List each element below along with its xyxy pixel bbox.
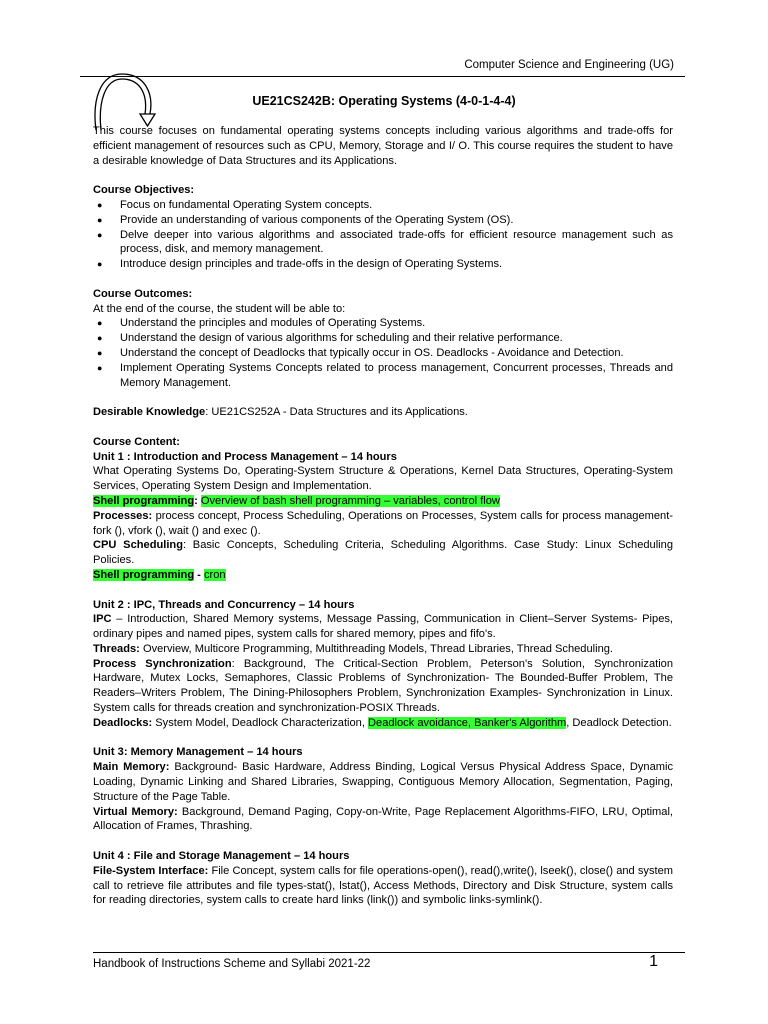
file-system-text: File Concept, system calls for file operations-open(), read(),write(), lseek(), close() and system call to retrieve file attributes and file types-stat(), lstat(), Access Methods, Directory and Disk Structure, system calls for reading directories, system calls to create hard links (link()) and symbolic links-symlink(). <box>93 864 673 907</box>
list-item: ● Provide an understanding of various components of the Operating System (OS). <box>93 213 673 228</box>
processes-label: Processes: <box>93 509 153 522</box>
unit1-cpu <box>93 538 673 568</box>
unit4-title: Unit 4 : File and Storage Management – 14 hours <box>93 850 350 863</box>
virtual-memory-text: Background, Demand Paging, Copy-on-Write, Page Replacement Algorithms-FIFO, LRU, Optimal, Allocation of Frames, Thrashing. <box>93 805 673 833</box>
list-item: ● Introduce design principles and trade-offs in the design of Operating Systems. <box>93 257 673 272</box>
list-item: ● Understand the principles and modules of Operating Systems. <box>93 316 673 331</box>
syllabus-body <box>93 124 673 908</box>
unit1-processes <box>93 509 673 539</box>
shell-label: Shell programming <box>93 494 195 507</box>
unit1-shell1 <box>93 494 673 509</box>
desirable-knowledge <box>93 405 673 420</box>
ipc-label: IPC <box>93 613 112 626</box>
unit3-main-memory <box>93 760 673 804</box>
unit2-sync <box>93 657 673 716</box>
list-item: ● Understand the design of various algorithms for scheduling and their relative performance. <box>93 331 673 346</box>
course-title: UE21CS242B: Operating Systems (4-0-1-4-4) <box>252 94 516 108</box>
course-intro: This course focuses on fundamental operating systems concepts including various algorithms and trade-offs for efficient management of resources such as CPU, Memory, Storage and I/ O. This course requires the student to have a desirable knowledge of Data Structures and its Applications. <box>93 125 673 167</box>
main-memory-label: Main Memory: <box>93 761 170 774</box>
cpu-label: CPU Scheduling <box>93 539 183 552</box>
unit4-file-system <box>93 864 673 908</box>
list-item: ● Understand the concept of Deadlocks that typically occur in OS. Deadlocks - Avoidance and Detection. <box>93 346 673 361</box>
unit3-title: Unit 3: Memory Management – 14 hours <box>93 746 303 759</box>
deadlocks-label: Deadlocks: <box>93 716 153 729</box>
objectives-list <box>93 198 673 272</box>
ipc-text: – Introduction, Shared Memory systems, Message Passing, Communication in Client–Server Systems- Pipes, ordinary pipes and named pipes, system calls for shared memory, pipes and fifo's. <box>93 613 673 641</box>
list-item: ● Implement Operating Systems Concepts related to process management, Concurrent processes, Threads and Memory Management. <box>93 361 673 391</box>
unit1-title: Unit 1 : Introduction and Process Management – 14 hours <box>93 450 397 463</box>
unit1-shell2 <box>93 568 673 583</box>
list-item: ● Delve deeper into various algorithms and associated trade-offs for efficient resource management such as process, disk, and memory management. <box>93 228 673 258</box>
shell-label: Shell programming <box>93 568 195 581</box>
page-header: Computer Science and Engineering (UG) <box>464 59 674 71</box>
content-heading: Course Content: <box>93 435 180 448</box>
unit2-deadlocks <box>93 716 673 731</box>
unit2-title: Unit 2 : IPC, Threads and Concurrency – 14 hours <box>93 598 355 611</box>
footer-rule <box>93 952 685 953</box>
processes-text: process concept, Process Scheduling, Operations on Processes, System calls for process management-fork (), vfork (), wait () and exec (). <box>93 509 673 537</box>
deadlocks-highlight: Deadlock avoidance, Banker's Algorithm <box>368 716 567 729</box>
list-item: ● Focus on fundamental Operating System concepts. <box>93 198 673 213</box>
cpu-text: : Basic Concepts, Scheduling Criteria, Scheduling Algorithms. Case Study: Linux Scheduling Policies. <box>93 539 673 567</box>
sync-text: : Background, The Critical-Section Problem, Peterson's Solution, Synchronization Hardware, Mutex Locks, Semaphores, Classic Problems of Synchronization- The Bounded-Buffer Problem, The Readers–Writers Problem, The Dining-Philosophers Problem, Synchronization Examples- Synchronization in Linux. System calls for threads creation and synchronization-POSIX Threads. <box>93 657 674 715</box>
desirable-text: : UE21CS252A - Data Structures and its Applications. <box>205 406 468 419</box>
shell-sep: : <box>194 494 201 507</box>
main-memory-text: Background- Basic Hardware, Address Binding, Logical Versus Physical Address Space, Dynamic Loading, Dynamic Linking and Shared Libraries, Swapping, Contiguous Memory Allocation, Segmentation, Paging, Structure of the Page Table. <box>93 761 673 803</box>
desirable-label: Desirable Knowledge <box>93 406 206 419</box>
page-number: 1 <box>649 953 658 970</box>
virtual-memory-label: Virtual Memory: <box>93 805 178 818</box>
unit1-intro: What Operating Systems Do, Operating-System Structure & Operations, Kernel Data Structures, Operating-System Services, Operating System Design and Implementation. <box>93 465 673 493</box>
outcomes-lead: At the end of the course, the student will be able to: <box>93 302 346 315</box>
outcomes-heading: Course Outcomes: <box>93 287 193 300</box>
unit2-ipc <box>93 612 673 642</box>
threads-text: Overview, Multicore Programming, Multithreading Models, Thread Libraries, Thread Scheduling. <box>139 642 614 655</box>
deadlocks-text: System Model, Deadlock Characterization, <box>152 716 369 729</box>
unit2-threads <box>93 642 673 657</box>
deadlocks-text-end: , Deadlock Detection. <box>566 716 672 729</box>
shell-topic: Overview of bash shell programming – variables, control flow <box>200 494 500 507</box>
shell-topic: cron <box>203 568 226 581</box>
unit3-virtual-memory <box>93 805 673 835</box>
outcomes-list <box>93 316 673 390</box>
footer-text: Handbook of Instructions Scheme and Syllabi 2021-22 <box>93 958 371 970</box>
header-rule <box>80 76 685 77</box>
sync-label: Process Synchronization <box>93 657 232 670</box>
shell-sep: - <box>194 568 204 581</box>
file-system-label: File-System Interface: <box>93 864 209 877</box>
objectives-heading: Course Objectives: <box>93 184 195 197</box>
threads-label: Threads: <box>93 642 140 655</box>
